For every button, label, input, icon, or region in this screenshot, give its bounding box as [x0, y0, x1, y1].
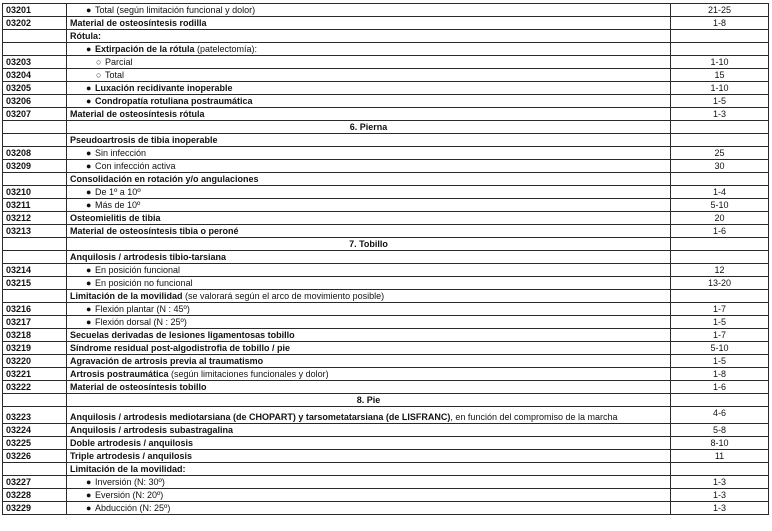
code-cell — [3, 290, 67, 303]
bullet-icon: ● — [86, 503, 92, 513]
code-cell: 03220 — [3, 355, 67, 368]
table-row — [3, 82, 769, 95]
code-cell: 03207 — [3, 108, 67, 121]
table-row — [3, 108, 769, 121]
bullet-icon: ● — [86, 200, 92, 210]
item-text: Flexión plantar (N : 45º) — [95, 304, 190, 314]
bullet-icon: ● — [86, 161, 92, 171]
item-title: Limitación de la movilidad: — [70, 464, 186, 474]
code-cell: 03217 — [3, 316, 67, 329]
code-cell: 03214 — [3, 264, 67, 277]
table-row — [3, 95, 769, 108]
item-title: 6. Pierna — [349, 122, 388, 132]
table-row — [3, 290, 769, 303]
table-row — [3, 225, 769, 238]
table-row — [3, 450, 769, 463]
item-text: Flexión dorsal (N : 25º) — [95, 317, 187, 327]
code-cell: 03226 — [3, 450, 67, 463]
table-row — [3, 160, 769, 173]
description-cell — [67, 290, 671, 303]
scale-table — [2, 3, 769, 515]
description-cell — [67, 147, 671, 160]
bullet-icon: ● — [86, 44, 92, 54]
points-cell: 1-5 — [671, 95, 769, 108]
table-row — [3, 342, 769, 355]
description-cell — [67, 368, 671, 381]
table-row — [3, 264, 769, 277]
points-cell: 12 — [671, 264, 769, 277]
table-row — [3, 212, 769, 225]
code-cell — [3, 251, 67, 264]
points-cell: 20 — [671, 212, 769, 225]
code-cell: 03201 — [3, 4, 67, 17]
description-cell — [67, 17, 671, 30]
table-row — [3, 368, 769, 381]
table-row — [3, 407, 769, 424]
item-title: 7. Tobillo — [349, 239, 388, 249]
bullet-icon: ● — [86, 96, 92, 106]
description-cell — [67, 82, 671, 95]
table-row — [3, 30, 769, 43]
table-row — [3, 489, 769, 502]
description-cell — [67, 225, 671, 238]
table-row — [3, 381, 769, 394]
code-cell: 03218 — [3, 329, 67, 342]
table-row — [3, 4, 769, 17]
table-row — [3, 199, 769, 212]
description-cell — [67, 342, 671, 355]
points-cell: 13-20 — [671, 277, 769, 290]
table-row — [3, 329, 769, 342]
item-title: Luxación recidivante inoperable — [95, 83, 233, 93]
item-title: Anquilosis / artrodesis subastragalina — [70, 425, 234, 435]
points-cell: 15 — [671, 69, 769, 82]
table-row — [3, 56, 769, 69]
code-cell: 03204 — [3, 69, 67, 82]
section-title — [67, 238, 671, 251]
description-cell — [67, 502, 671, 515]
item-title: Material de osteosíntesis tobillo — [70, 382, 207, 392]
item-title: 8. Pie — [356, 395, 381, 405]
points-cell: 1-3 — [671, 489, 769, 502]
item-text: (según limitaciones funcionales y dolor) — [168, 369, 329, 379]
points-cell — [671, 43, 769, 56]
description-cell — [67, 108, 671, 121]
section-title — [67, 394, 671, 407]
points-cell — [671, 394, 769, 407]
table-row — [3, 186, 769, 199]
points-cell — [671, 251, 769, 264]
points-cell: 1-5 — [671, 316, 769, 329]
code-cell: 03216 — [3, 303, 67, 316]
description-cell — [67, 424, 671, 437]
table-row — [3, 69, 769, 82]
table-row — [3, 277, 769, 290]
points-cell — [671, 121, 769, 134]
item-text: Más de 10º — [95, 200, 141, 210]
description-cell — [67, 437, 671, 450]
description-cell — [67, 355, 671, 368]
code-cell: 03229 — [3, 502, 67, 515]
code-cell: 03206 — [3, 95, 67, 108]
points-cell — [671, 134, 769, 147]
table-row — [3, 424, 769, 437]
points-cell: 1-3 — [671, 502, 769, 515]
points-cell: 21-25 — [671, 4, 769, 17]
code-cell — [3, 121, 67, 134]
points-cell: 1-7 — [671, 329, 769, 342]
code-cell: 03213 — [3, 225, 67, 238]
bullet-icon: ● — [86, 148, 92, 158]
section-header-row — [3, 238, 769, 251]
description-cell — [67, 381, 671, 394]
table-row — [3, 476, 769, 489]
item-text: (se valorará según el arco de movimiento posible) — [182, 291, 385, 301]
description-cell — [67, 303, 671, 316]
points-cell: 1-7 — [671, 303, 769, 316]
code-cell: 03228 — [3, 489, 67, 502]
points-cell: 1-5 — [671, 355, 769, 368]
item-title: Osteomielitis de tibia — [70, 213, 161, 223]
item-text: En posición funcional — [95, 265, 181, 275]
points-cell: 5-10 — [671, 342, 769, 355]
code-cell: 03219 — [3, 342, 67, 355]
points-cell: 1-6 — [671, 381, 769, 394]
open-bullet-icon: ○ — [96, 57, 102, 67]
item-text: Abducción (N: 25º) — [95, 503, 171, 513]
code-cell: 03210 — [3, 186, 67, 199]
table-row — [3, 316, 769, 329]
item-title: Triple artrodesis / anquilosis — [70, 451, 193, 461]
code-cell: 03205 — [3, 82, 67, 95]
description-cell — [67, 450, 671, 463]
code-cell: 03203 — [3, 56, 67, 69]
code-cell: 03209 — [3, 160, 67, 173]
description-cell — [67, 160, 671, 173]
points-cell: 1-8 — [671, 368, 769, 381]
item-title: Artrosis postraumática — [70, 369, 169, 379]
description-cell — [67, 407, 671, 424]
points-cell: 5-8 — [671, 424, 769, 437]
description-cell — [67, 56, 671, 69]
item-title: Secuelas derivadas de lesiones ligamentosas tobillo — [70, 330, 295, 340]
description-cell — [67, 43, 671, 56]
table-row — [3, 147, 769, 160]
points-cell: 1-3 — [671, 476, 769, 489]
description-cell — [67, 316, 671, 329]
item-title: Material de osteosíntesis rótula — [70, 109, 205, 119]
description-cell — [67, 186, 671, 199]
description-cell — [67, 134, 671, 147]
bullet-icon: ● — [86, 477, 92, 487]
open-bullet-icon: ○ — [96, 70, 102, 80]
code-cell — [3, 30, 67, 43]
item-title: Anquilosis / artrodesis tibio-tarsiana — [70, 252, 227, 262]
description-cell — [67, 173, 671, 186]
item-title: Material de osteosíntesis rodilla — [70, 18, 207, 28]
bullet-icon: ● — [86, 83, 92, 93]
item-title: Material de osteosíntesis tibia o peroné — [70, 226, 239, 236]
table-row — [3, 502, 769, 515]
bullet-icon: ● — [86, 5, 92, 15]
item-title: Rótula: — [70, 31, 101, 41]
item-text: Total (según limitación funcional y dolor) — [95, 5, 256, 15]
bullet-icon: ● — [86, 317, 92, 327]
item-text: Parcial — [105, 57, 133, 67]
description-cell — [67, 4, 671, 17]
code-cell: 03224 — [3, 424, 67, 437]
description-cell — [67, 199, 671, 212]
item-title: Síndrome residual post-algodistrofia de tobillo / pie — [70, 343, 291, 353]
code-cell: 03225 — [3, 437, 67, 450]
code-cell — [3, 238, 67, 251]
table-row — [3, 43, 769, 56]
item-title: Doble artrodesis / anquilosis — [70, 438, 194, 448]
table-row — [3, 303, 769, 316]
item-title: Consolidación en rotación y/o angulaciones — [70, 174, 259, 184]
points-cell — [671, 238, 769, 251]
description-cell — [67, 463, 671, 476]
bullet-icon: ● — [86, 187, 92, 197]
code-cell — [3, 173, 67, 186]
table-row — [3, 437, 769, 450]
description-cell — [67, 251, 671, 264]
description-cell — [67, 69, 671, 82]
code-cell: 03215 — [3, 277, 67, 290]
code-cell — [3, 134, 67, 147]
code-cell: 03202 — [3, 17, 67, 30]
points-cell: 8-10 — [671, 437, 769, 450]
table-row — [3, 463, 769, 476]
points-cell — [671, 30, 769, 43]
code-cell: 03208 — [3, 147, 67, 160]
item-text: Eversión (N: 20º) — [95, 490, 164, 500]
points-cell — [671, 173, 769, 186]
item-title: Limitación de la movilidad — [70, 291, 183, 301]
points-cell — [671, 290, 769, 303]
description-cell — [67, 329, 671, 342]
points-cell: 1-6 — [671, 225, 769, 238]
item-text: Sin infección — [95, 148, 147, 158]
item-text: Inversión (N: 30º) — [95, 477, 165, 487]
points-cell: 1-8 — [671, 17, 769, 30]
description-cell — [67, 95, 671, 108]
description-cell — [67, 30, 671, 43]
section-title — [67, 121, 671, 134]
code-cell: 03212 — [3, 212, 67, 225]
code-cell: 03223 — [3, 407, 67, 424]
points-cell: 25 — [671, 147, 769, 160]
table-row — [3, 173, 769, 186]
points-cell: 1-3 — [671, 108, 769, 121]
code-cell: 03222 — [3, 381, 67, 394]
description-cell — [67, 277, 671, 290]
item-text: (patelectomía): — [194, 44, 258, 54]
bullet-icon: ● — [86, 304, 92, 314]
description-cell — [67, 212, 671, 225]
bullet-icon: ● — [86, 278, 92, 288]
code-cell — [3, 394, 67, 407]
item-text: Con infección activa — [95, 161, 176, 171]
code-cell — [3, 43, 67, 56]
item-text: De 1º a 10º — [95, 187, 141, 197]
section-header-row — [3, 121, 769, 134]
points-cell: 1-4 — [671, 186, 769, 199]
table-row — [3, 251, 769, 264]
bullet-icon: ● — [86, 265, 92, 275]
code-cell: 03211 — [3, 199, 67, 212]
item-text: Total — [105, 70, 125, 80]
item-text: , en función del compromiso de la marcha — [450, 412, 618, 422]
item-title: Pseudoartrosis de tibia inoperable — [70, 135, 218, 145]
points-cell: 11 — [671, 450, 769, 463]
item-title: Condropatía rotuliana postraumática — [95, 96, 253, 106]
points-cell: 30 — [671, 160, 769, 173]
description-cell — [67, 489, 671, 502]
code-cell — [3, 463, 67, 476]
code-cell: 03227 — [3, 476, 67, 489]
table-body — [3, 4, 769, 515]
description-cell — [67, 476, 671, 489]
table-row — [3, 355, 769, 368]
points-cell — [671, 463, 769, 476]
code-cell: 03221 — [3, 368, 67, 381]
points-cell: 1-10 — [671, 82, 769, 95]
table-row — [3, 134, 769, 147]
item-title: Anquilosis / artrodesis mediotarsiana (de CHOPART) y tarsometatarsiana (de LISFRANC) — [70, 412, 451, 422]
points-cell: 4-6 — [671, 407, 769, 424]
item-title: Extirpación de la rótula — [95, 44, 195, 54]
item-title: Agravación de artrosis previa al traumatismo — [70, 356, 264, 366]
description-cell — [67, 264, 671, 277]
points-cell: 5-10 — [671, 199, 769, 212]
points-cell: 1-10 — [671, 56, 769, 69]
bullet-icon: ● — [86, 490, 92, 500]
table-row — [3, 17, 769, 30]
item-text: En posición no funcional — [95, 278, 193, 288]
section-header-row — [3, 394, 769, 407]
